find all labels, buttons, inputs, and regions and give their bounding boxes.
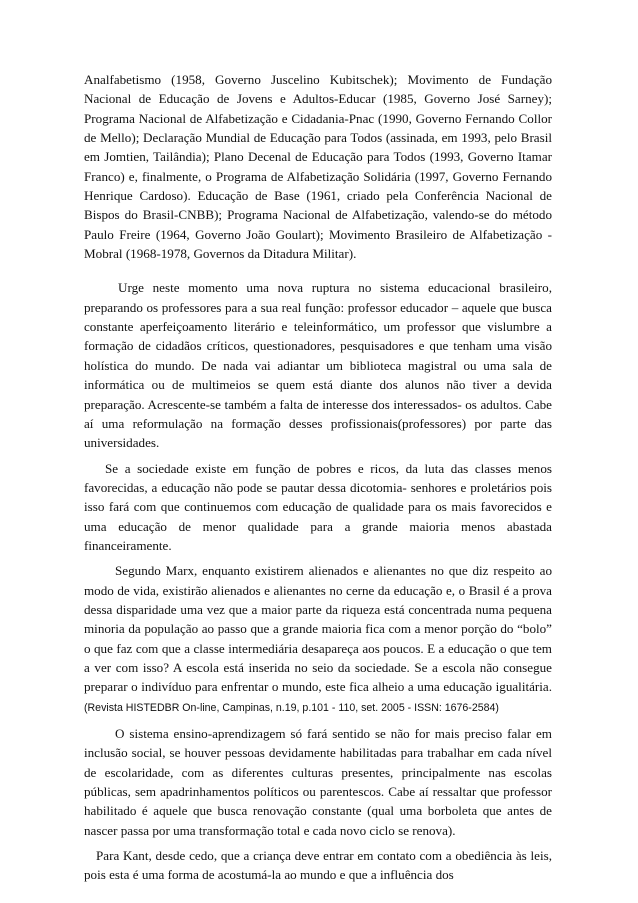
paragraph-marx: [84, 561, 552, 718]
marx-text: Segundo Marx, enquanto existirem alienados e alienantes no que diz respeito ao modo de vida, existirão alienados e alienantes no cerne da educação e, o Brasil é a prova dessa disparidade uma vez que a maior parte da riqueza está concentrada numa pequena minoria da população ao passo que a grande maioria fica com a menor porção do “bolo” o que faz com que a classe intermediária desapareça aos poucos. E a educação o que tem a ver com isso? A escola está inserida no seio da sociedade. Se a escola não consegue preparar o indivíduo para enfrentar o mundo, este fica alheio a uma educação igualitária.: [84, 563, 552, 695]
paragraph-teacher-training: Urge neste momento uma nova ruptura no sistema educacional brasileiro, preparando os professores para a sua real função: professor educador – aquele que busca constante aperfeiçoamento literário e teleinformático, um professor que vislumbre a formação de cidadãos críticos, questionadores, pesquisadores e que tenham uma visão holística do mundo. De nada vai adiantar um biblioteca magistral ou uma sala de informática ou de multimeios se quem está diante dos alunos não tiver a devida preparação. Acrescente-se também a falta de interesse dos interessados- os adultos. Cabe aí uma reformulação na formação desses profissionais(professores) por parte das universidades.: [84, 280, 552, 451]
paragraph-literacy-programs: Analfabetismo (1958, Governo Juscelino Kubitschek); Movimento de Fundação Nacional de Educação de Jovens e Adultos-Educar (1985, Governo José Sarney); Programa Nacional de Alfabetização e Cidadania-Pnac (1990, Governo Fernando Collor de Mello); Declaração Mundial de Educação para Todos (assinada, em 1993, pelo Brasil em Jomtien, Tailândia); Plano Decenal de Educação para Todos (1993, Governo Itamar Franco) e, finalmente, o Programa de Alfabetização Solidária (1997, Governo Fernando Henrique Cardoso). Educação de Base (1961, criado pela Conferência Nacional de Bispos do Brasil-CNBB); Programa Nacional de Alfabetização, valendo-se do método Paulo Freire (1964, Governo João Goulart); Movimento Brasileiro de Alfabetização - Mobral (1968-1978, Governos da Ditadura Militar).: [84, 72, 552, 262]
paragraph-class-struggle: Se a sociedade existe em função de pobres e ricos, da luta das classes menos favorecidas, a educação não pode se pautar dessa dicotomia- senhores e proletários pois isso fará com que continuemos com educação de qualidade para os mais favorecidos e uma educação de menor qualidade para a grande maioria menos abastada financeiramente.: [84, 460, 552, 553]
document-page: [84, 70, 552, 891]
citation-histedbr: (Revista HISTEDBR On-line, Campinas, n.19, p.101 - 110, set. 2005 - ISSN: 1676-2584): [84, 701, 499, 714]
paragraph-kant: Para Kant, desde cedo, que a criança deve entrar em contato com a obediência às leis, pois esta é uma forma de acostumá-la ao mundo e que a influência dos: [84, 848, 552, 883]
paragraph-teaching-system: O sistema ensino-aprendizagem só fará sentido se não for mais preciso falar em inclusão social, se houver pessoas devidamente habilitadas para trabalhar em cada nível de escolaridade, com as diferentes culturas presentes, principalmente nas escolas públicas, sem apadrinhamentos políticos ou parentescos. Cabe aí ressaltar que professor habilitado é aquele que busca renovação constante (qual uma borboleta que antes de nascer passa por uma transformação total e cada novo ciclo se renova).: [84, 726, 552, 838]
